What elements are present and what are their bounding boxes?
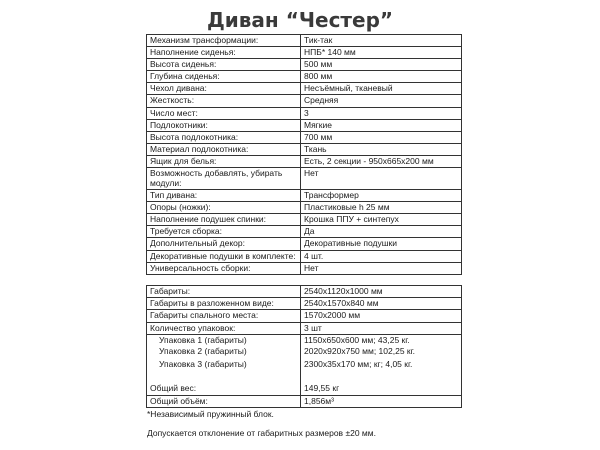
dimension-value: 149,55 кг [301, 383, 462, 395]
dimension-label: Общий вес: [147, 383, 301, 395]
spec-label: Возможность добавлять, убирать модули: [147, 168, 301, 190]
empty-cell [301, 371, 462, 383]
footnote-spring-block: *Независимый пружинный блок. [147, 409, 274, 419]
spec-value: 500 мм [301, 59, 462, 71]
spec-value: Ткань [301, 143, 462, 155]
dimension-label: Количество упаковок: [147, 322, 301, 334]
spec-value: Нет [301, 168, 462, 190]
table-row [147, 190, 462, 202]
table-row [147, 83, 462, 95]
table-row [147, 47, 462, 59]
spec-label: Высота подлокотника: [147, 131, 301, 143]
table-row [147, 107, 462, 119]
package-value: 2300х35х170 мм; кг; 4,05 кг. [301, 359, 462, 371]
package-label: Упаковка 3 (габариты) [147, 359, 301, 371]
spec-label: Число мест: [147, 107, 301, 119]
table-row [147, 119, 462, 131]
spec-value: Нет [301, 262, 462, 274]
table-row-package-2 [147, 346, 462, 358]
table-row-spacer [147, 371, 462, 383]
dimension-value: 1570х2000 мм [301, 310, 462, 322]
spec-label: Требуется сборка: [147, 226, 301, 238]
spec-value: Крошка ППУ + синтепух [301, 214, 462, 226]
package-label: Упаковка 2 (габариты) [147, 346, 301, 358]
table-row-package-3 [147, 359, 462, 371]
spec-value: Трансформер [301, 190, 462, 202]
dimension-value: 2540х1120х1000 мм [301, 286, 462, 298]
dimension-value: 2540х1570х840 мм [301, 298, 462, 310]
specifications-table [146, 34, 462, 275]
spec-label: Ящик для белья: [147, 155, 301, 167]
table-row-sleeping [147, 310, 462, 322]
spec-value: НПБ* 140 мм [301, 47, 462, 59]
spec-value: Есть, 2 секции - 950х665х200 мм [301, 155, 462, 167]
spec-value: Средняя [301, 95, 462, 107]
table-row [147, 95, 462, 107]
spec-value: Да [301, 226, 462, 238]
page-title: Диван “Честер” [206, 8, 394, 32]
spec-value: 700 мм [301, 131, 462, 143]
table-row [147, 226, 462, 238]
table-row [147, 131, 462, 143]
spec-label: Чехол дивана: [147, 83, 301, 95]
spec-label: Глубина сиденья: [147, 71, 301, 83]
spec-label: Жесткость: [147, 95, 301, 107]
package-value: 2020х920х750 мм; 102,25 кг. [301, 346, 462, 358]
table-row [147, 202, 462, 214]
table-row [147, 168, 462, 190]
table-row-weight [147, 383, 462, 395]
table-row-volume [147, 395, 462, 407]
table-row-unfolded [147, 298, 462, 310]
table-row [147, 262, 462, 274]
spec-label: Дополнительный декор: [147, 238, 301, 250]
spec-value: Тик-так [301, 35, 462, 47]
spec-label: Подлокотники: [147, 119, 301, 131]
dimension-label: Габариты в разложенном виде: [147, 298, 301, 310]
table-row-overall [147, 286, 462, 298]
table-row [147, 59, 462, 71]
table-row-package-1 [147, 334, 462, 346]
spec-value: 4 шт. [301, 250, 462, 262]
spec-label: Декоративные подушки в комплекте: [147, 250, 301, 262]
dimension-label: Габариты: [147, 286, 301, 298]
footnote-tolerance: Допускается отклонение от габаритных размеров ±20 мм. [147, 428, 376, 438]
dimension-label: Общий объём: [147, 395, 301, 407]
table-row [147, 238, 462, 250]
empty-cell [147, 371, 301, 383]
spec-value: Декоративные подушки [301, 238, 462, 250]
spec-label: Наполнение сиденья: [147, 47, 301, 59]
spec-label: Материал подлокотника: [147, 143, 301, 155]
table-row [147, 214, 462, 226]
table-row [147, 155, 462, 167]
dimension-value: 3 шт [301, 322, 462, 334]
table-row [147, 143, 462, 155]
table-row-packages [147, 322, 462, 334]
dimension-value: 1,856м³ [301, 395, 462, 407]
spec-label: Наполнение подушек спинки: [147, 214, 301, 226]
spec-label: Тип дивана: [147, 190, 301, 202]
spec-value: Пластиковые h 25 мм [301, 202, 462, 214]
package-value: 1150х650х600 мм; 43,25 кг. [301, 334, 462, 346]
spec-value: 3 [301, 107, 462, 119]
spec-label: Опоры (ножки): [147, 202, 301, 214]
package-label: Упаковка 1 (габариты) [147, 334, 301, 346]
dimension-label: Габариты спального места: [147, 310, 301, 322]
spec-label: Высота сиденья: [147, 59, 301, 71]
spec-value: Мягкие [301, 119, 462, 131]
dimensions-table [146, 285, 462, 408]
spec-label: Универсальность сборки: [147, 262, 301, 274]
spec-label: Механизм трансформации: [147, 35, 301, 47]
table-row [147, 35, 462, 47]
spec-value: Несъёмный, тканевый [301, 83, 462, 95]
spec-value: 800 мм [301, 71, 462, 83]
table-row [147, 71, 462, 83]
table-row [147, 250, 462, 262]
